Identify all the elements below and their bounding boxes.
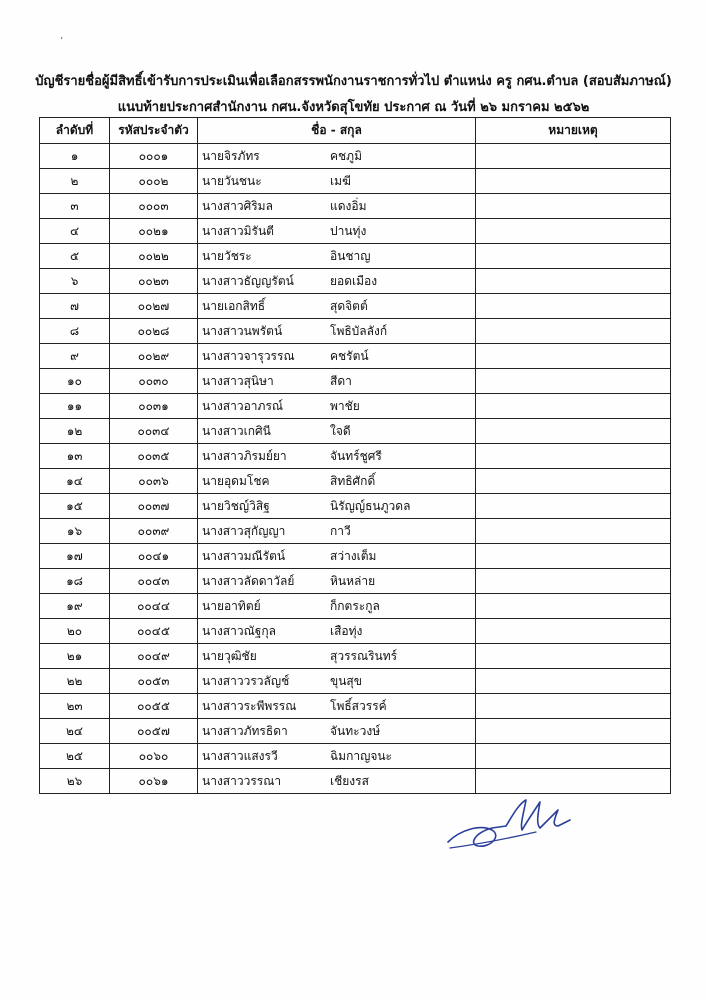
row-remark <box>476 419 671 444</box>
row-remark <box>476 169 671 194</box>
row-code: ๐๐๔๕ <box>110 619 198 644</box>
last-name: นิรัญญ์ธนภูวดล <box>330 498 411 513</box>
last-name: คชภูมิ <box>330 148 362 163</box>
first-name: นางสาวแสงรวี <box>202 748 278 763</box>
row-remark <box>476 494 671 519</box>
row-name <box>198 244 476 269</box>
row-number: ๒๑ <box>40 644 110 669</box>
table-row <box>40 519 671 544</box>
last-name: ปานทุ่ง <box>330 223 367 238</box>
row-remark <box>476 619 671 644</box>
candidate-table <box>39 117 671 794</box>
table-row <box>40 169 671 194</box>
table-row <box>40 469 671 494</box>
row-number: ๒๖ <box>40 769 110 794</box>
first-name: นางสาวภิรมย์ยา <box>202 448 287 463</box>
row-name <box>198 369 476 394</box>
last-name: ก็กตระกูล <box>330 598 380 613</box>
row-number: ๕ <box>40 244 110 269</box>
row-code: ๐๐๔๙ <box>110 644 198 669</box>
row-code: ๐๐๓๖ <box>110 469 198 494</box>
row-name <box>198 744 476 769</box>
table-row <box>40 194 671 219</box>
last-name: โพธิบัลลังก์ <box>330 323 388 338</box>
row-name <box>198 294 476 319</box>
last-name: เชียงรส <box>330 773 369 788</box>
table-row <box>40 644 671 669</box>
row-code: ๐๐๓๔ <box>110 419 198 444</box>
table-row <box>40 219 671 244</box>
row-name <box>198 269 476 294</box>
header-no: ลำดับที่ <box>40 118 110 144</box>
row-code: ๐๐๒๑ <box>110 219 198 244</box>
row-number: ๑ <box>40 144 110 169</box>
row-name <box>198 494 476 519</box>
row-code: ๐๐๒๙ <box>110 344 198 369</box>
row-remark <box>476 219 671 244</box>
table-row <box>40 269 671 294</box>
row-name <box>198 169 476 194</box>
row-code: ๐๐๒๗ <box>110 294 198 319</box>
last-name: โพธิ์สวรรค์ <box>330 698 387 713</box>
row-code: ๐๐๓๗ <box>110 494 198 519</box>
row-name <box>198 694 476 719</box>
row-remark <box>476 144 671 169</box>
row-remark <box>476 469 671 494</box>
last-name: เมฆี <box>330 173 351 188</box>
row-remark <box>476 594 671 619</box>
row-name <box>198 469 476 494</box>
row-number: ๖ <box>40 269 110 294</box>
row-code: ๐๐๓๙ <box>110 519 198 544</box>
row-code: ๐๐๓๕ <box>110 444 198 469</box>
row-number: ๒ <box>40 169 110 194</box>
table-row <box>40 294 671 319</box>
first-name: นางสาวสุนิษา <box>202 373 274 388</box>
row-code: ๐๐๐๓ <box>110 194 198 219</box>
header-code: รหัสประจำตัว <box>110 118 198 144</box>
first-name: นายวิชญ์วิสิฐ <box>202 498 270 513</box>
row-number: ๒๓ <box>40 694 110 719</box>
last-name: อินชาญ <box>330 248 371 263</box>
last-name: สิทธิศักดิ์ <box>330 473 376 488</box>
row-number: ๑๒ <box>40 419 110 444</box>
row-name <box>198 194 476 219</box>
row-code: ๐๐๐๑ <box>110 144 198 169</box>
first-name: นางสาวณัฐกุล <box>202 623 276 638</box>
last-name: ใจดี <box>330 423 351 438</box>
row-code: ๐๐๖๑ <box>110 769 198 794</box>
first-name: นางสาววรวลัญช์ <box>202 673 290 688</box>
first-name: นายวัชระ <box>202 248 252 263</box>
document-title: บัญชีรายชื่อผู้มีสิทธิ์เข้ารับการประเมินเพื่อเลือกสรรพนักงานราชการทั่วไป ตำแหน่ง ครู กศน.ตำบล (สอบสัมภาษณ์) <box>35 74 672 89</box>
table-row <box>40 344 671 369</box>
row-number: ๑๓ <box>40 444 110 469</box>
row-number: ๑๙ <box>40 594 110 619</box>
first-name: นางสาวอาภรณ์ <box>202 398 284 413</box>
first-name: นางสาววรรณา <box>202 773 282 788</box>
row-remark <box>476 194 671 219</box>
row-number: ๔ <box>40 219 110 244</box>
row-name <box>198 544 476 569</box>
row-name <box>198 594 476 619</box>
first-name: นางสาวศิริมล <box>202 198 273 213</box>
last-name: จันทร์ชูศรี <box>330 448 382 463</box>
row-name <box>198 569 476 594</box>
table-row <box>40 619 671 644</box>
row-code: ๐๐๕๗ <box>110 719 198 744</box>
last-name: กาวี <box>330 523 351 538</box>
table-row <box>40 144 671 169</box>
row-code: ๐๐๔๔ <box>110 594 198 619</box>
row-name <box>198 669 476 694</box>
first-name: นางสาวลัดดาวัลย์ <box>202 573 295 588</box>
first-name: นายวันชนะ <box>202 173 262 188</box>
row-remark <box>476 344 671 369</box>
row-remark <box>476 744 671 769</box>
last-name: สุดจิตต์ <box>330 298 368 313</box>
row-remark <box>476 269 671 294</box>
row-number: ๗ <box>40 294 110 319</box>
row-number: ๑๔ <box>40 469 110 494</box>
row-name <box>198 769 476 794</box>
row-code: ๐๐๕๓ <box>110 669 198 694</box>
row-number: ๒๔ <box>40 719 110 744</box>
row-code: ๐๐๔๑ <box>110 544 198 569</box>
table-row <box>40 394 671 419</box>
row-number: ๑๑ <box>40 394 110 419</box>
first-name: นางสาวระพีพรรณ <box>202 698 297 713</box>
row-name <box>198 144 476 169</box>
table-row <box>40 444 671 469</box>
first-name: นายจิรภัทร <box>202 148 260 163</box>
table-row <box>40 569 671 594</box>
row-number: ๒๕ <box>40 744 110 769</box>
table-row <box>40 494 671 519</box>
header-name: ชื่อ - สกุล <box>198 118 476 144</box>
first-name: นางสาวภัทรธิดา <box>202 723 288 738</box>
last-name: พาชัย <box>330 398 360 413</box>
first-name: นายอุดมโชค <box>202 473 270 488</box>
last-name: สุวรรณรินทร์ <box>330 648 398 663</box>
row-name <box>198 644 476 669</box>
table-row <box>40 419 671 444</box>
last-name: จันทะวงษ์ <box>330 723 381 738</box>
row-name <box>198 619 476 644</box>
first-name: นางสาวธัญญรัตน์ <box>202 273 294 288</box>
last-name: คชรัตน์ <box>330 348 369 363</box>
last-name: ฉิมกาญจนะ <box>330 748 392 763</box>
row-code: ๐๐๓๐ <box>110 369 198 394</box>
row-name <box>198 394 476 419</box>
row-remark <box>476 544 671 569</box>
row-name <box>198 419 476 444</box>
row-code: ๐๐๔๓ <box>110 569 198 594</box>
table-row <box>40 694 671 719</box>
row-number: ๑๘ <box>40 569 110 594</box>
table-row <box>40 319 671 344</box>
row-code: ๐๐๐๒ <box>110 169 198 194</box>
row-remark <box>476 694 671 719</box>
row-remark <box>476 319 671 344</box>
table-row <box>40 594 671 619</box>
row-remark <box>476 719 671 744</box>
row-remark <box>476 294 671 319</box>
table-row <box>40 369 671 394</box>
first-name: นางสาวเกศินี <box>202 423 271 438</box>
first-name: นางสาวสุกัญญา <box>202 523 286 538</box>
table-row <box>40 244 671 269</box>
row-number: ๑๐ <box>40 369 110 394</box>
table-row <box>40 719 671 744</box>
row-number: ๓ <box>40 194 110 219</box>
first-name: นางสาวมิรันตี <box>202 223 274 238</box>
last-name: สีดา <box>330 373 352 388</box>
row-code: ๐๐๖๐ <box>110 744 198 769</box>
first-name: นางสาวนพรัตน์ <box>202 323 283 338</box>
row-name <box>198 219 476 244</box>
row-code: ๐๐๕๕ <box>110 694 198 719</box>
row-code: ๐๐๒๒ <box>110 244 198 269</box>
row-remark <box>476 369 671 394</box>
row-code: ๐๐๒๓ <box>110 269 198 294</box>
row-remark <box>476 444 671 469</box>
row-remark <box>476 669 671 694</box>
signature <box>440 790 580 860</box>
row-remark <box>476 569 671 594</box>
row-number: ๒๒ <box>40 669 110 694</box>
table-body <box>40 144 671 794</box>
table-header-row <box>40 118 671 144</box>
first-name: นายวุฒิชัย <box>202 648 257 663</box>
table-row <box>40 669 671 694</box>
row-remark <box>476 244 671 269</box>
row-number: ๑๕ <box>40 494 110 519</box>
row-code: ๐๐๓๑ <box>110 394 198 419</box>
last-name: ยอดเมือง <box>330 273 378 288</box>
last-name: หินหล่าย <box>330 573 376 588</box>
table-row <box>40 744 671 769</box>
last-name: แดงอิ่ม <box>330 198 367 213</box>
first-name: นางสาวจารุวรรณ <box>202 348 295 363</box>
row-remark <box>476 519 671 544</box>
last-name: เสือทุ่ง <box>330 623 363 638</box>
last-name: สว่างเต็ม <box>330 548 377 563</box>
row-number: ๑๗ <box>40 544 110 569</box>
document-subtitle: แนบท้ายประกาศสำนักงาน กศน.จังหวัดสุโขทัย ประกาศ ณ วันที่ ๒๖ มกราคม ๒๕๖๒ <box>117 100 590 115</box>
row-name <box>198 444 476 469</box>
row-code: ๐๐๒๘ <box>110 319 198 344</box>
row-number: ๙ <box>40 344 110 369</box>
table-row <box>40 544 671 569</box>
header-remark: หมายเหตุ <box>476 118 671 144</box>
row-name <box>198 319 476 344</box>
row-number: ๑๖ <box>40 519 110 544</box>
corner-mark: ’ <box>60 36 64 47</box>
row-number: ๘ <box>40 319 110 344</box>
row-name <box>198 719 476 744</box>
first-name: นายเอกสิทธิ์ <box>202 298 266 313</box>
first-name: นายอาทิตย์ <box>202 598 261 613</box>
row-remark <box>476 394 671 419</box>
last-name: ขุนสุข <box>330 673 362 688</box>
row-name <box>198 519 476 544</box>
first-name: นางสาวมณีรัตน์ <box>202 548 286 563</box>
row-remark <box>476 644 671 669</box>
row-name <box>198 344 476 369</box>
row-number: ๒๐ <box>40 619 110 644</box>
